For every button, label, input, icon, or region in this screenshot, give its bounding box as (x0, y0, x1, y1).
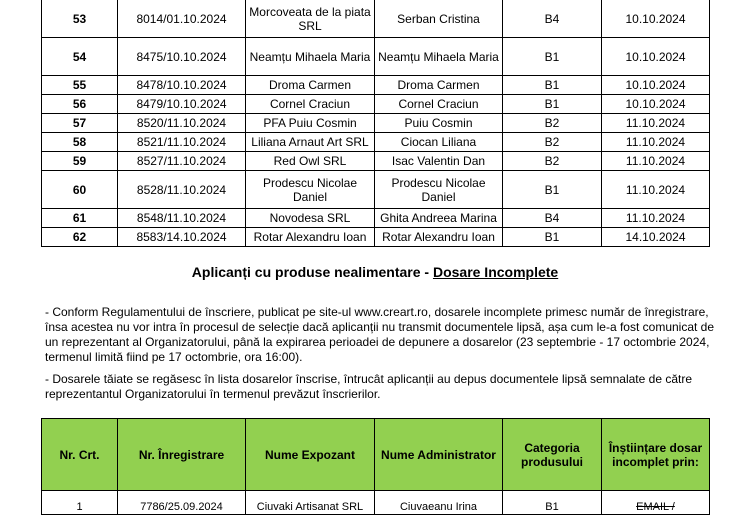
cell-administrator: Prodescu Nicolae Daniel (375, 171, 503, 209)
cell-expozant: PFA Puiu Cosmin (246, 114, 375, 133)
cell-inregistrare: 8014/01.10.2024 (118, 0, 246, 38)
cell-inregistrare: 8478/10.10.2024 (118, 76, 246, 95)
cell-expozant: Novodesa SRL (246, 209, 375, 228)
cell-inregistrare: 8479/10.10.2024 (118, 95, 246, 114)
cell-data: 10.10.2024 (602, 76, 710, 95)
cell-expozant: Neamțu Mihaela Maria (246, 38, 375, 76)
header-nume-administrator: Nume Administrator (375, 419, 503, 491)
section-heading-prefix: Aplicanți cu produse nealimentare - (191, 264, 433, 280)
table-row (42, 209, 710, 228)
registered-applicants-table (41, 0, 710, 247)
cell-inregistrare: 8528/11.10.2024 (118, 171, 246, 209)
note-struck-files: - Dosarele tăiate se regăsesc în lista dosarelor înscrise, întrucât aplicanții au depus documentele lipsă semnalate de către reprezentantul Organizatorului în termenul prevăzut înscrierilor. (45, 372, 693, 401)
section-heading (0, 264, 750, 281)
table-row (42, 133, 710, 152)
cell-expozant: Cornel Craciun (246, 95, 375, 114)
cell-nr: 61 (42, 209, 118, 228)
cell-administrator: Cornel Craciun (375, 95, 503, 114)
cell-categoria: B1 (503, 171, 602, 209)
table-row (42, 171, 710, 209)
incomplete-files-table (41, 418, 710, 515)
cell-inregistrare: 8520/11.10.2024 (118, 114, 246, 133)
registered-applicants-body (42, 0, 710, 247)
table-row (42, 76, 710, 95)
cell-administrator: Puiu Cosmin (375, 114, 503, 133)
cell-nr: 54 (42, 38, 118, 76)
cell-administrator: Neamțu Mihaela Maria (375, 38, 503, 76)
cell-nr: 56 (42, 95, 118, 114)
cell-expozant: Prodescu Nicolae Daniel (246, 171, 375, 209)
cell-expozant: Red Owl SRL (246, 152, 375, 171)
cell-administrator: Ciocan Liliana (375, 133, 503, 152)
cell-inregistrare: 7786/25.09.2024 (118, 491, 246, 515)
table-row (42, 114, 710, 133)
cell-categoria: B2 (503, 133, 602, 152)
cell-categoria: B1 (503, 76, 602, 95)
cell-data: 14.10.2024 (602, 228, 710, 247)
cell-nr: 57 (42, 114, 118, 133)
cell-categoria: B4 (503, 0, 602, 38)
cell-inregistrare: 8521/11.10.2024 (118, 133, 246, 152)
cell-administrator: Ghita Andreea Marina (375, 209, 503, 228)
cell-data: 10.10.2024 (602, 0, 710, 38)
cell-expozant: Ciuvaki Artisanat SRL (246, 491, 375, 515)
cell-inregistrare: 8475/10.10.2024 (118, 38, 246, 76)
cell-nr: 58 (42, 133, 118, 152)
cell-expozant: Liliana Arnaut Art SRL (246, 133, 375, 152)
cell-nr: 59 (42, 152, 118, 171)
cell-data: 11.10.2024 (602, 114, 710, 133)
cell-categoria: B1 (503, 228, 602, 247)
cell-expozant: Droma Carmen (246, 76, 375, 95)
cell-categoria: B1 (503, 95, 602, 114)
cell-nr: 62 (42, 228, 118, 247)
cell-administrator: Serban Cristina (375, 0, 503, 38)
section-heading-underlined: Dosare Incomplete (432, 264, 559, 280)
cell-categoria: B1 (503, 491, 602, 515)
table-row (42, 152, 710, 171)
table-row (42, 228, 710, 247)
cell-inregistrare: 8583/14.10.2024 (118, 228, 246, 247)
cell-nr: 1 (42, 491, 118, 515)
cell-data: 11.10.2024 (602, 171, 710, 209)
header-instiintare: Înștiințare dosar incomplet prin: (602, 419, 710, 491)
cell-data: 10.10.2024 (602, 38, 710, 76)
cell-data: 11.10.2024 (602, 152, 710, 171)
cell-inregistrare: 8527/11.10.2024 (118, 152, 246, 171)
cell-nr: 60 (42, 171, 118, 209)
table-row (42, 38, 710, 76)
cell-categoria: B4 (503, 209, 602, 228)
cell-categoria: B2 (503, 114, 602, 133)
cell-data: 10.10.2024 (602, 95, 710, 114)
table-row (42, 491, 710, 515)
cell-data: 11.10.2024 (602, 133, 710, 152)
cell-administrator: Rotar Alexandru Ioan (375, 228, 503, 247)
cell-expozant: Rotar Alexandru Ioan (246, 228, 375, 247)
cell-instiintare: EMAIL / (602, 491, 710, 515)
table-row (42, 95, 710, 114)
header-nr-inregistrare: Nr. Înregistrare (118, 419, 246, 491)
incomplete-files-header-row (42, 419, 710, 491)
table-row (42, 0, 710, 38)
cell-categoria: B2 (503, 152, 602, 171)
cell-nr: 53 (42, 0, 118, 38)
header-categoria-produsului: Categoria produsului (503, 419, 602, 491)
cell-data: 11.10.2024 (602, 209, 710, 228)
cell-categoria: B1 (503, 38, 602, 76)
cell-administrator: Ciuvaeanu Irina (375, 491, 503, 515)
note-incomplete-rules: - Conform Regulamentului de înscriere, publicat pe site-ul www.creart.ro, dosarele incomplete primesc număr de înregistrare, însa acestea nu vor intra în procesul de selecție dacă aplicanții nu transmit documentele lipsă, așa cum le-a fost comunicat de un reprezentant al Organizatorului, până la expirarea perioadei de depunere a dosarelor (23 septembrie - 17 octombrie 2024, termenul limită fiind pe 17 octombrie, ora 16:00). (45, 305, 715, 364)
cell-nr: 55 (42, 76, 118, 95)
notes-block (45, 305, 715, 402)
header-nume-expozant: Nume Expozant (246, 419, 375, 491)
cell-administrator: Isac Valentin Dan (375, 152, 503, 171)
cell-administrator: Droma Carmen (375, 76, 503, 95)
cell-expozant: Morcoveata de la piata SRL (246, 0, 375, 38)
cell-inregistrare: 8548/11.10.2024 (118, 209, 246, 228)
header-nr-crt: Nr. Crt. (42, 419, 118, 491)
